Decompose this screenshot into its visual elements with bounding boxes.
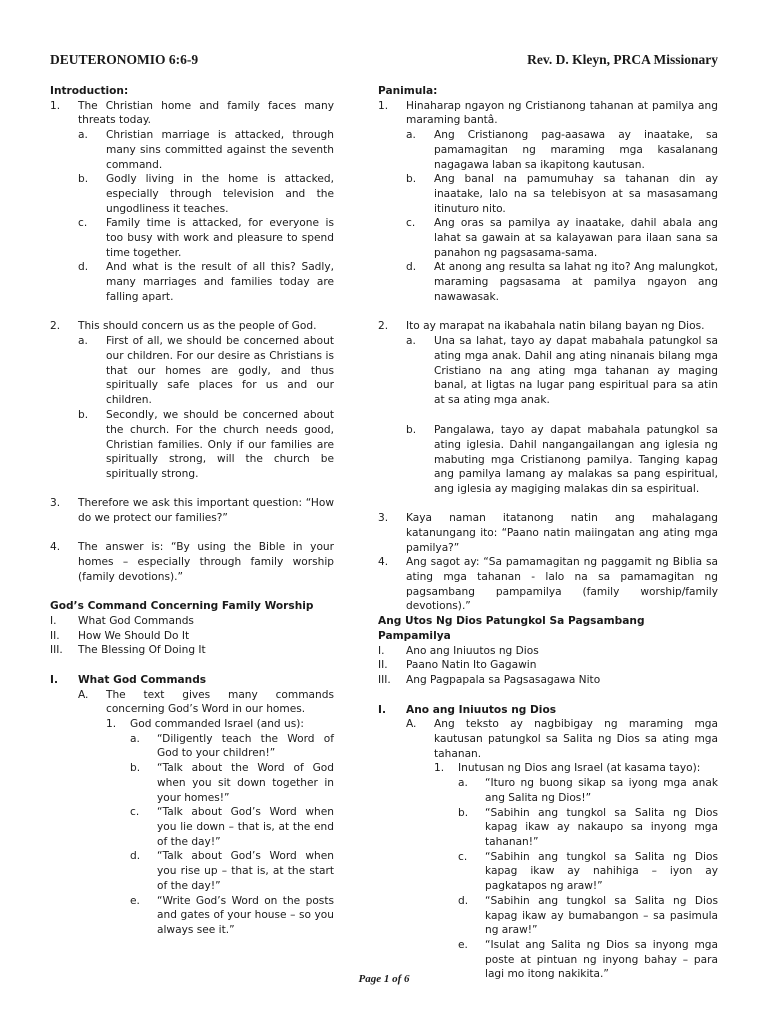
outline-item: III. Ang Pagpapala sa Pagsasagawa Nito [378, 673, 601, 686]
list-item: e. “Isulat ang Salita ng Dios sa inyong mga poste at pintuan ng inyong bahay – para lagi mo itong nakikita.” [458, 938, 718, 981]
list-item: d. And what is the result of all this? Sadly, many marriages and families today are falling apart. [78, 261, 334, 303]
list-item: c. “Talk about God’s Word when you lie down – that is, at the end of the day!” [130, 806, 334, 848]
outline-item: I. What God Commands [50, 614, 194, 627]
list-item: b. Secondly, we should be concerned about the church. For the church needs good, Christian families. Only if our families are spiritually strong, will the church be spiritually strong. [78, 409, 334, 480]
author-line: Rev. D. Kleyn, PRCA Missionary [527, 52, 718, 67]
list-item: b. Ang banal na pamumuhay sa tahanan din ay inaatake, lalo na sa telebisyon at sa masasamang itinuturo nito. [406, 173, 718, 215]
outline-item: II. Paano Natin Ito Gagawin [378, 659, 537, 672]
outline-item: II. How We Should Do It [50, 629, 190, 642]
list-item: a. Ang Cristianong pag-aasawa ay inaatake, sa pamamagitan ng maraming mga kasalanang nagagawa laban sa ikapitong kautusan. [406, 129, 718, 171]
intro-heading: Introduction: [50, 85, 129, 97]
list-item: d. “Sabihin ang tungkol sa Salita ng Dios kapag ikaw ay bumabangon – sa pasimula ng araw!” [458, 894, 718, 937]
list-item: b. “Talk about the Word of God when you sit down together in your homes!” [130, 762, 334, 804]
list-item: A. Ang teksto ay nagbibigay ng maraming mga kautusan patungkol sa Salita ng Dios sa ating mga tahanan. [406, 718, 718, 760]
list-item: a. Christian marriage is attacked, through many sins committed against the seventh command. [78, 129, 334, 171]
list-item: c. Family time is attacked, for everyone is too busy with work and pleasure to spend time together. [78, 217, 334, 259]
english-column [50, 84, 334, 938]
list-item: b. Pangalawa, tayo ay dapat mabahala patungkol sa ating iglesia. Dahil nangangailangan ang iglesia ng mabuting mga Cristianong pamilya. Tanging kapag ang pamilya lamang ay malakas sa pang espiritual, ang iglesia ay magiging malakas din sa espiritual. [406, 424, 718, 495]
list-item: c. “Sabihin ang tungkol sa Salita ng Dios kapag ikaw ay nahihiga – iyon ay pagkatapos ng araw!” [458, 850, 718, 893]
list-item: a. First of all, we should be concerned about our children. For our desire as Christians is that our homes are godly, and thus spiritually safe places for us and our children. [78, 335, 334, 406]
list-item: 3. Therefore we ask this important question: “How do we protect our families?” [50, 497, 334, 524]
outline-heading: Ang Utos Ng Dios Patungkol Sa Pagsambang Pampamilya [378, 615, 645, 642]
list-item: d. “Talk about God’s Word when you rise up – that is, at the start of the day!” [130, 850, 334, 892]
tagalog-column [378, 84, 718, 982]
section-heading: I. Ano ang Iniuutos ng Dios [378, 703, 557, 716]
list-item: a. Una sa lahat, tayo ay dapat mabahala patungkol sa ating mga anak. Dahil ang ating ninanais bilang mga Cristiano na ang ating mga tahanan ay maging banal, at ligtas na lugar pang espiritual para sa atin at sa ating mga anak. [406, 335, 718, 406]
list-item: a. “Diligently teach the Word of God to your children!” [130, 732, 334, 760]
list-item: c. Ang oras sa pamilya ay inaatake, dahil abala ang lahat sa gawain at sa kalayawan para ilaan sana sa panahon ng pagsasama-sama. [406, 217, 718, 259]
outline-item: III. The Blessing Of Doing It [50, 644, 206, 657]
list-item: 4. The answer is: “By using the Bible in your homes – especially through family worship (family devotions).” [50, 541, 334, 583]
list-item: 1. Inutusan ng Dios ang Israel (at kasama tayo): [434, 762, 701, 775]
list-item: d. At anong ang resulta sa lahat ng ito? Ang malungkot, maraming pagsasama at pamilya ngayon ang nawawasak. [406, 261, 718, 303]
list-item: e. “Write God’s Word on the posts and gates of your house – so you always see it.” [130, 894, 334, 936]
page-number: Page 1 of 6 [358, 973, 410, 985]
intro-heading: Panimula: [378, 85, 438, 97]
list-item: b. Godly living in the home is attacked, especially through television and the ungodliness it teaches. [78, 173, 334, 215]
list-item: 4. Ang sagot ay: “Sa pamamagitan ng paggamit ng Biblia sa ating mga tahanan - lalo na sa pamamagitan ng pagsambang pampamilya (family worship/family devotions).” [378, 556, 718, 613]
list-item: 3. Kaya naman itatanong natin ang mahalagang katanungang ito: “Paano natin maiingatan ang ating mga pamilya?” [378, 512, 718, 554]
list-item: 2. Ito ay marapat na ikabahala natin bilang bayan ng Dios. [378, 320, 705, 333]
section-heading: I. What God Commands [50, 673, 207, 686]
list-item: 1. Hinaharap ngayon ng Cristianong tahanan at pamilya ang maraming bantâ. [378, 99, 718, 127]
list-item: 1. The Christian home and family faces many threats today. [50, 99, 334, 127]
list-item: a. “Ituro ng buong sikap sa iyong mga anak ang Salita ng Dios!” [458, 777, 718, 804]
list-item: 2. This should concern us as the people of God. [50, 320, 317, 333]
outline-heading: God’s Command Concerning Family Worship [50, 600, 314, 613]
list-item: b. “Sabihin ang tungkol sa Salita ng Dios kapag ikaw ay nakaupo sa inyong mga tahanan!” [458, 806, 718, 848]
list-item: 1. God commanded Israel (and us): [106, 718, 304, 731]
list-item: A. The text gives many commands concerning God’s Word in our homes. [78, 688, 334, 716]
document-title: DEUTERONOMIO 6:6-9 [50, 52, 199, 67]
outline-item: I. Ano ang Iniuutos ng Dios [378, 644, 539, 657]
